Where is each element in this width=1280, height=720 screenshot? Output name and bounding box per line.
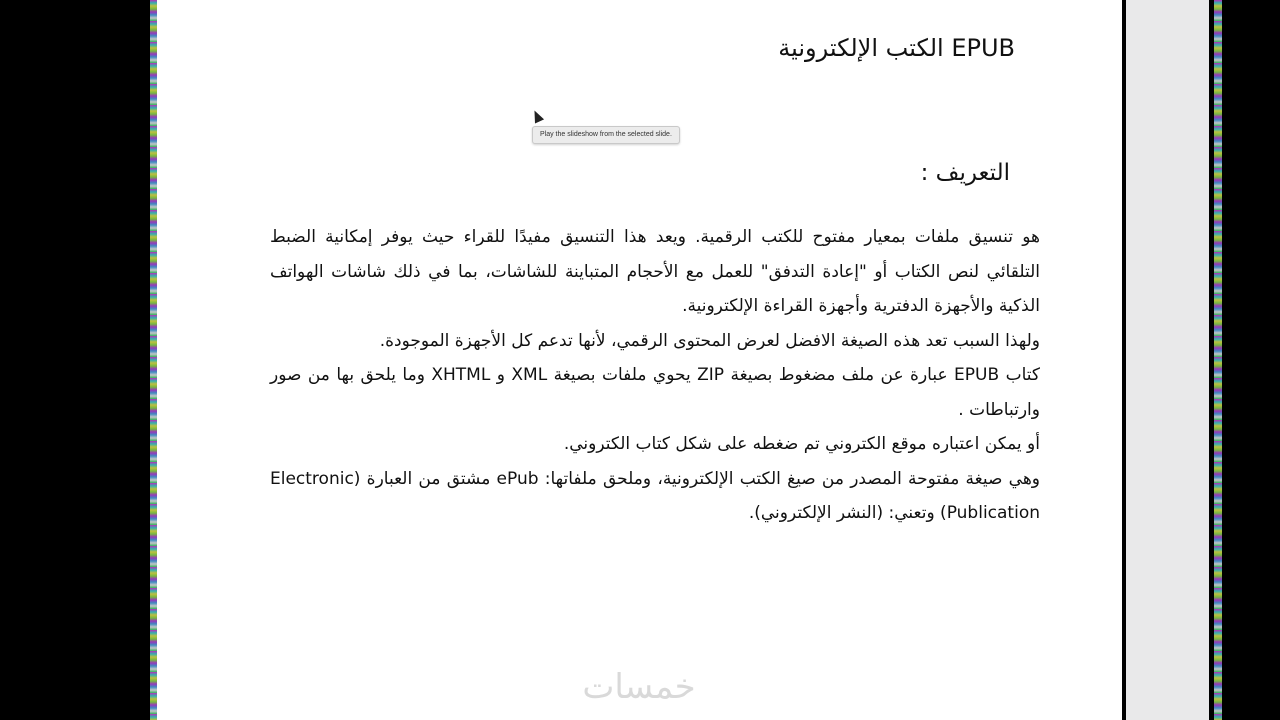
slide-page bbox=[157, 0, 1122, 720]
left-black-border bbox=[0, 0, 156, 720]
slideshow-tooltip: Play the slideshow from the selected slide. bbox=[532, 126, 680, 144]
paragraph-compressed-site: أو يمكن اعتباره موقع الكتروني تم ضغطه على شكل كتاب الكتروني. bbox=[563, 434, 1040, 454]
left-video-noise-strip bbox=[150, 0, 157, 720]
paragraph-epub-structure: كتاب EPUB عبارة عن ملف مضغوط بصيغة ZIP يحوي ملفات بصيغة XML و XHTML وما يلحق بها من صور وارتباطات . bbox=[270, 365, 1040, 420]
definition-heading: التعريف : bbox=[920, 160, 1010, 186]
slide-title: EPUB الكتب الإلكترونية bbox=[778, 34, 1015, 62]
khamsat-watermark-logo: خمسات bbox=[582, 667, 696, 707]
paragraph-format-description: هو تنسيق ملفات بمعيار مفتوح للكتب الرقمية. ويعد هذا التنسيق مفيدًا للقراء حيث يوفر إمكانية الضبط التلقائي لنص الكتاب أو "إعادة التدفق" للعمل مع الأحجام المتباينة للشاشات، بما في ذلك شاشات الهواتف الذكية والأجهزة الدفترية وأجهزة القراءة الإلكترونية. bbox=[270, 227, 1040, 316]
paragraph-open-source: وهي صيغة مفتوحة المصدر من صيغ الكتب الإلكترونية، وملحق ملفاتها: ePub مشتق من العبارة (Electronic Publication) وتعني: (النشر الإلكتروني). bbox=[270, 468, 1041, 523]
mouse-cursor-icon bbox=[530, 108, 544, 123]
right-gray-panel bbox=[1126, 0, 1209, 720]
paragraph-best-format: ولهذا السبب تعد هذه الصيغة الافضل لعرض المحتوى الرقمي، لأنها تدعم كل الأجهزة الموجودة. bbox=[379, 330, 1040, 351]
right-video-noise-strip bbox=[1214, 0, 1222, 720]
definition-body bbox=[270, 220, 1040, 531]
